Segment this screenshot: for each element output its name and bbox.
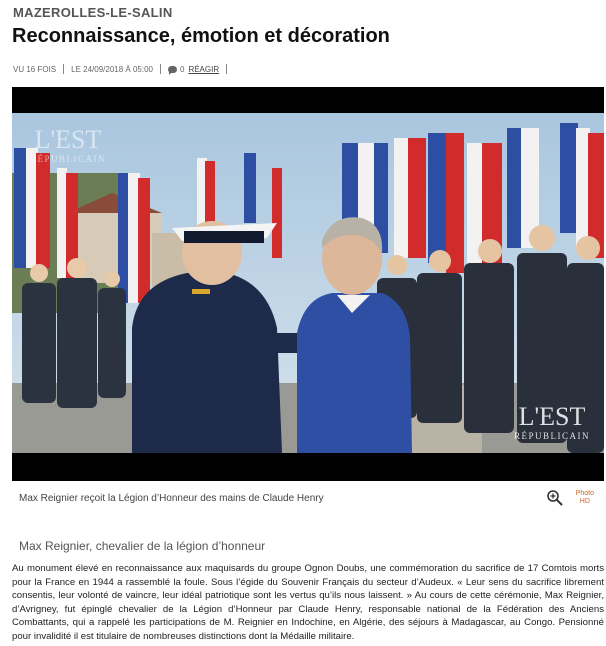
article-title: Reconnaissance, émotion et décoration bbox=[12, 25, 390, 47]
view-count: VU 16 FOIS bbox=[13, 64, 57, 74]
watermark-top-left: L'EST RÉPUBLICAIN bbox=[30, 125, 107, 164]
comment-count: 0 bbox=[179, 64, 185, 74]
separator bbox=[160, 64, 161, 74]
separator bbox=[63, 64, 64, 74]
photo-caption: Max Reignier reçoit la Légion d’Honneur des mains de Claude Henry bbox=[19, 492, 324, 504]
article-kicker: MAZEROLLES-LE-SALIN bbox=[13, 5, 173, 20]
publish-date: LE 24/09/2018 À 05:00 bbox=[71, 64, 153, 74]
separator bbox=[226, 64, 227, 74]
photo-frame bbox=[12, 87, 604, 481]
photo-credit: Photo HD bbox=[575, 489, 594, 505]
article-photo[interactable] bbox=[12, 113, 604, 453]
zoom-icon[interactable] bbox=[546, 489, 564, 507]
photo-illustration bbox=[12, 113, 604, 453]
article-meta bbox=[13, 64, 234, 74]
article-body: Au monument élevé en reconnaissance aux maquisards du groupe Ognon Doubs, une commémoration du sacrifice de 17 Comtois morts pour la France en 1944 a rassemblé la foule. Sous l’égide du Souvenir Français du secteur d’Audeux. « Leur sens du sacrifice librement consentis, leur volonté de vaincre, leur idéal patriotique sont les vertus qu’ils nous laissent. » Au cours de cette cérémonie, Max Reignier, d’Avrigney, fut épinglé chevalier de la Légion d’Honneur par Claude Henry, responsable national de la Fédération des Anciens Combattants, qui a rappelé les participations de M. Reignier en Indochine, en Algérie, des séjours à Madagascar, au Congo. Pensionné pour invalidité il est titulaire de nombreuses distinctions dont la Médaille militaire. bbox=[12, 563, 604, 642]
react-link[interactable]: RÉAGIR bbox=[188, 64, 220, 74]
comment-icon bbox=[168, 66, 177, 73]
caption-bar bbox=[12, 483, 604, 513]
article-subhead: Max Reignier, chevalier de la légion d’honneur bbox=[19, 539, 266, 553]
watermark-bottom-right: L'EST RÉPUBLICAIN bbox=[513, 402, 590, 441]
